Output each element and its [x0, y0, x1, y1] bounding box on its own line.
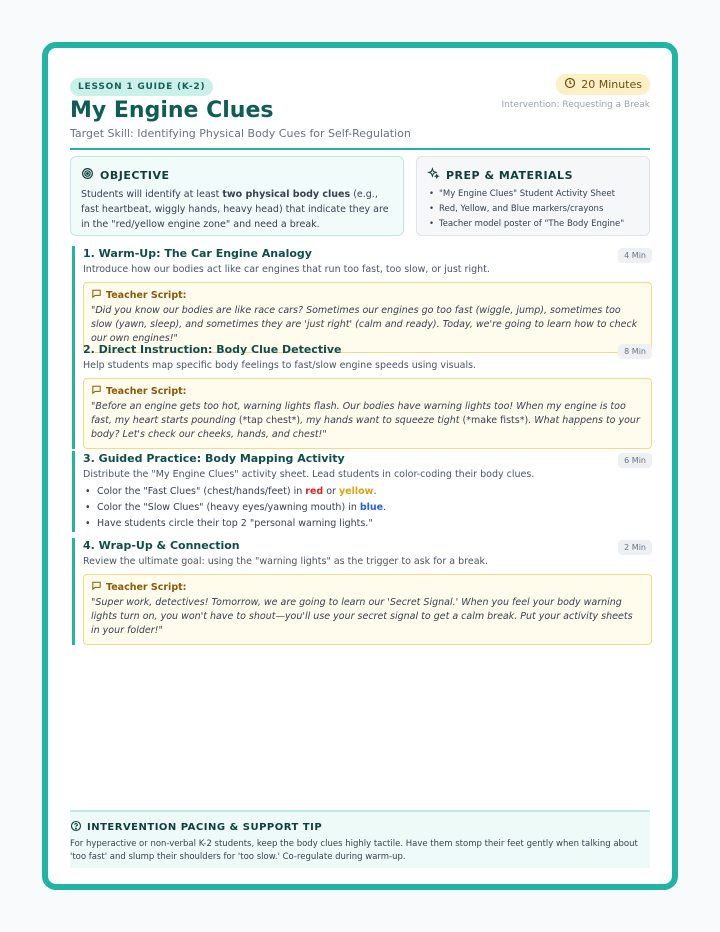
objective-heading-text: OBJECTIVE — [100, 168, 170, 182]
list-item: • Red, Yellow, and Blue markers/crayons — [427, 202, 639, 217]
minutes-badge: 6 Min — [618, 453, 652, 468]
section-title: 3. Guided Practice: Body Mapping Activity — [83, 452, 345, 465]
header — [70, 72, 650, 150]
materials-list — [427, 187, 639, 232]
section-description: Introduce how our bodies act like car engines that run too fast, too slow, or just right. — [83, 264, 490, 275]
objective-heading — [81, 167, 393, 183]
objective-box — [70, 156, 404, 236]
tip-heading: INTERVENTION PACING & SUPPORT TIP — [70, 820, 650, 835]
chat-icon — [91, 384, 102, 400]
script-heading: Teacher Script: — [91, 288, 644, 304]
list-item: • Teacher model poster of "The Body Engine" — [427, 217, 639, 232]
section-guided-practice — [72, 451, 652, 532]
script-heading: Teacher Script: — [91, 580, 644, 596]
support-tip — [70, 810, 650, 868]
section-warm-up — [72, 246, 652, 353]
lesson-badge: LESSON 1 GUIDE (K-2) — [70, 78, 213, 96]
section-description: Distribute the "My Engine Clues" activity sheet. Lead students in color-coding their body clues. — [83, 469, 535, 480]
script-heading: Teacher Script: — [91, 384, 644, 400]
materials-heading-text: PREP & MATERIALS — [446, 168, 573, 182]
page-title: My Engine Clues — [70, 98, 274, 123]
objective-text: Students will identify at least two physical body clues (e.g., fast heartbeat, wiggly hands, heavy head) that indicate they are in the "red/yellow engine zone" and need a break. — [81, 189, 389, 230]
lesson-page — [42, 42, 678, 890]
script-text: "Before an engine gets too hot, warning lights flash. Our bodies have warning lights too! When my engine is too fast, my heart starts pounding (*tap chest*), my hands want to squeeze tight (*make fists*). What happens to your body? Let's check our cheeks, hands, and chest!" — [91, 401, 640, 440]
activity-list — [83, 484, 652, 532]
list-item: • Have students circle their top 2 "personal warning lights." — [83, 516, 652, 532]
time-badge — [556, 74, 650, 95]
time-label: 20 Minutes — [581, 78, 642, 91]
section-title: 2. Direct Instruction: Body Clue Detective — [83, 343, 342, 356]
list-item: • Color the "Fast Clues" (chest/hands/feet) in red or yellow. — [83, 484, 652, 500]
section-description: Help students map specific body feelings to fast/slow engine speeds using visuals. — [83, 360, 477, 371]
script-text: "Super work, detectives! Tomorrow, we are going to learn our 'Secret Signal.' When you feel your body warning lights turn on, you won't have to shout—you'll use your secret signal to get a calm break. Put your activity sheets in your folder!" — [91, 597, 633, 636]
teacher-script-box — [83, 574, 652, 645]
chat-icon — [91, 288, 102, 304]
page-subtitle: Target Skill: Identifying Physical Body Cues for Self-Regulation — [70, 127, 411, 140]
clock-icon — [564, 77, 576, 92]
materials-box — [416, 156, 650, 236]
list-item: • "My Engine Clues" Student Activity Sheet — [427, 187, 639, 202]
list-item: • Color the "Slow Clues" (heavy eyes/yawning mouth) in blue. — [83, 500, 652, 516]
section-title: 4. Wrap-Up & Connection — [83, 539, 240, 552]
minutes-badge: 2 Min — [618, 540, 652, 555]
tip-text: For hyperactive or non-verbal K-2 students, keep the body clues highly tactile. Have them stomp their feet gently when talking about 'too fast' and slump their shoulders for 'too slow.' Co-regulate during warm-up. — [70, 839, 638, 862]
question-icon — [70, 820, 82, 835]
teacher-script-box — [83, 378, 652, 449]
section-title: 1. Warm-Up: The Car Engine Analogy — [83, 247, 312, 260]
section-direct-instruction — [72, 342, 652, 449]
materials-heading — [427, 167, 639, 183]
minutes-badge: 4 Min — [618, 248, 652, 263]
script-text: "Did you know our bodies are like race cars? Sometimes our engines go too fast (wiggle, jump), sometimes too slow (yawn, sleep), and sometimes they are 'just right' (calm and ready). Today, we're going to learn how to check our own engines!" — [91, 305, 638, 344]
minutes-badge: 8 Min — [618, 344, 652, 359]
section-wrap-up — [72, 538, 652, 645]
sparkle-icon — [427, 167, 440, 183]
target-icon — [81, 167, 94, 183]
chat-icon — [91, 580, 102, 596]
intervention-label: Intervention: Requesting a Break — [501, 100, 650, 110]
section-description: Review the ultimate goal: using the "warning lights" as the trigger to ask for a break. — [83, 556, 489, 567]
